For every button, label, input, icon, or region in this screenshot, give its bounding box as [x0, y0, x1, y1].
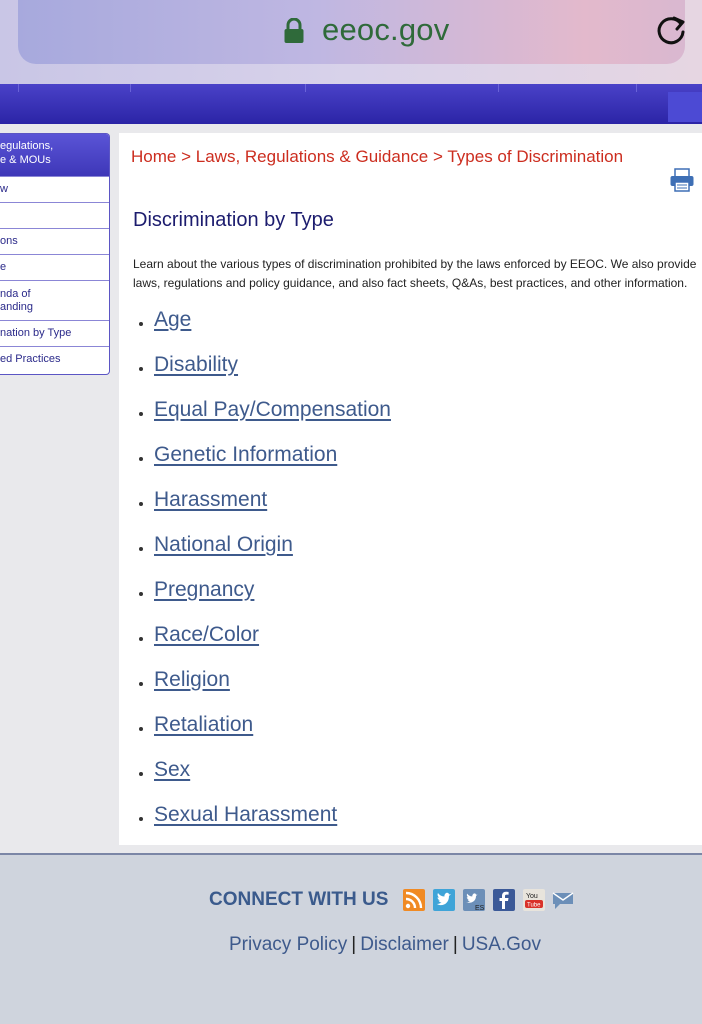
link-equal-pay[interactable]: Equal Pay/Compensation	[154, 398, 391, 421]
bullet-icon	[139, 772, 143, 776]
sidebar-heading[interactable]	[0, 134, 109, 176]
sidebar-item[interactable]	[0, 202, 109, 228]
reload-icon[interactable]	[652, 12, 690, 50]
breadcrumb-separator: >	[432, 147, 443, 166]
link-harassment[interactable]: Harassment	[154, 488, 268, 511]
bullet-icon	[139, 412, 143, 416]
link-religion[interactable]: Religion	[154, 668, 230, 691]
svg-text:ES: ES	[475, 905, 485, 911]
intro-line: laws, regulations and policy guidance, and also fact sheets, Q&As, best practices, and other information.	[133, 276, 688, 290]
sidebar-item-label: ed Practices	[0, 353, 61, 365]
sidebar-item-discrimination-by-type[interactable]	[0, 320, 109, 346]
link-national-origin[interactable]: National Origin	[154, 533, 293, 556]
main-content	[119, 133, 702, 845]
nav-divider	[130, 84, 131, 92]
footer-links	[229, 934, 541, 956]
bullet-icon	[139, 592, 143, 596]
bullet-icon	[139, 682, 143, 686]
sidebar-heading-line: egulations,	[0, 140, 54, 152]
sidebar-item-label: nda of	[0, 287, 31, 300]
twitter-icon[interactable]	[433, 889, 455, 911]
svg-text:Tube: Tube	[527, 902, 541, 909]
link-race-color[interactable]: Race/Color	[154, 623, 260, 646]
bullet-icon	[139, 547, 143, 551]
bullet-icon	[139, 817, 143, 821]
bullet-icon	[139, 367, 143, 371]
link-disability[interactable]: Disability	[154, 353, 239, 376]
link-sexual-harassment[interactable]: Sexual Harassment	[154, 803, 338, 826]
email-icon[interactable]	[551, 889, 575, 911]
nav-divider	[18, 84, 19, 92]
sidebar-item[interactable]	[0, 254, 109, 280]
youtube-icon[interactable]	[523, 889, 545, 911]
sidebar-item[interactable]	[0, 346, 109, 372]
sidebar-item-label: w	[0, 183, 8, 195]
facebook-icon[interactable]	[493, 889, 515, 911]
bullet-icon	[139, 457, 143, 461]
address-bar[interactable]	[18, 0, 685, 64]
page-footer	[0, 853, 702, 1024]
breadcrumb-laws[interactable]: Laws, Regulations & Guidance	[195, 147, 429, 166]
svg-text:You: You	[526, 893, 538, 900]
link-genetic-information[interactable]: Genetic Information	[154, 443, 338, 466]
bullet-icon	[139, 502, 143, 506]
connect-heading: CONNECT WITH US	[209, 889, 389, 910]
sidebar-item[interactable]	[0, 228, 109, 254]
nav-divider	[305, 84, 306, 92]
intro-line: Learn about the various types of discrimination prohibited by the laws enforced by EEOC. We also provide	[133, 257, 697, 271]
sidebar-item-label: anding	[0, 300, 34, 313]
privacy-policy-link[interactable]: Privacy Policy	[229, 934, 348, 955]
link-separator: |	[351, 934, 357, 955]
sidebar-item[interactable]	[0, 176, 109, 202]
sidebar-item-label: e	[0, 261, 7, 273]
link-sex[interactable]: Sex	[154, 758, 191, 781]
breadcrumb-home[interactable]: Home	[131, 147, 177, 166]
link-retaliation[interactable]: Retaliation	[154, 713, 254, 736]
twitter-es-icon[interactable]	[463, 889, 485, 911]
sidebar-item[interactable]	[0, 280, 109, 320]
bullet-icon	[139, 637, 143, 641]
link-age[interactable]: Age	[154, 308, 192, 331]
disclaimer-link[interactable]: Disclaimer	[360, 934, 449, 955]
breadcrumb	[131, 147, 623, 167]
link-separator: |	[452, 934, 458, 955]
link-pregnancy[interactable]: Pregnancy	[154, 578, 255, 601]
lock-icon	[283, 18, 305, 44]
site-nav-bar	[0, 84, 702, 124]
page-title: Discrimination by Type	[133, 209, 334, 231]
bullet-icon	[139, 322, 143, 326]
sidebar-heading-line: e & MOUs	[0, 154, 51, 166]
usagov-link[interactable]: USA.Gov	[461, 934, 542, 955]
sidebar-item-label: nation by Type	[0, 327, 72, 339]
sidebar-menu	[0, 133, 110, 375]
rss-icon[interactable]	[403, 889, 425, 911]
url-text[interactable]: eeoc.gov	[322, 12, 450, 47]
nav-divider	[636, 84, 637, 92]
print-icon[interactable]	[669, 167, 695, 193]
bullet-icon	[139, 727, 143, 731]
sidebar-item-label: ons	[0, 235, 18, 247]
intro-text	[133, 255, 702, 293]
nav-search-button[interactable]	[668, 92, 702, 122]
breadcrumb-current[interactable]: Types of Discrimination	[447, 147, 624, 166]
nav-divider	[498, 84, 499, 92]
breadcrumb-separator: >	[181, 147, 192, 166]
browser-toolbar	[0, 0, 702, 84]
